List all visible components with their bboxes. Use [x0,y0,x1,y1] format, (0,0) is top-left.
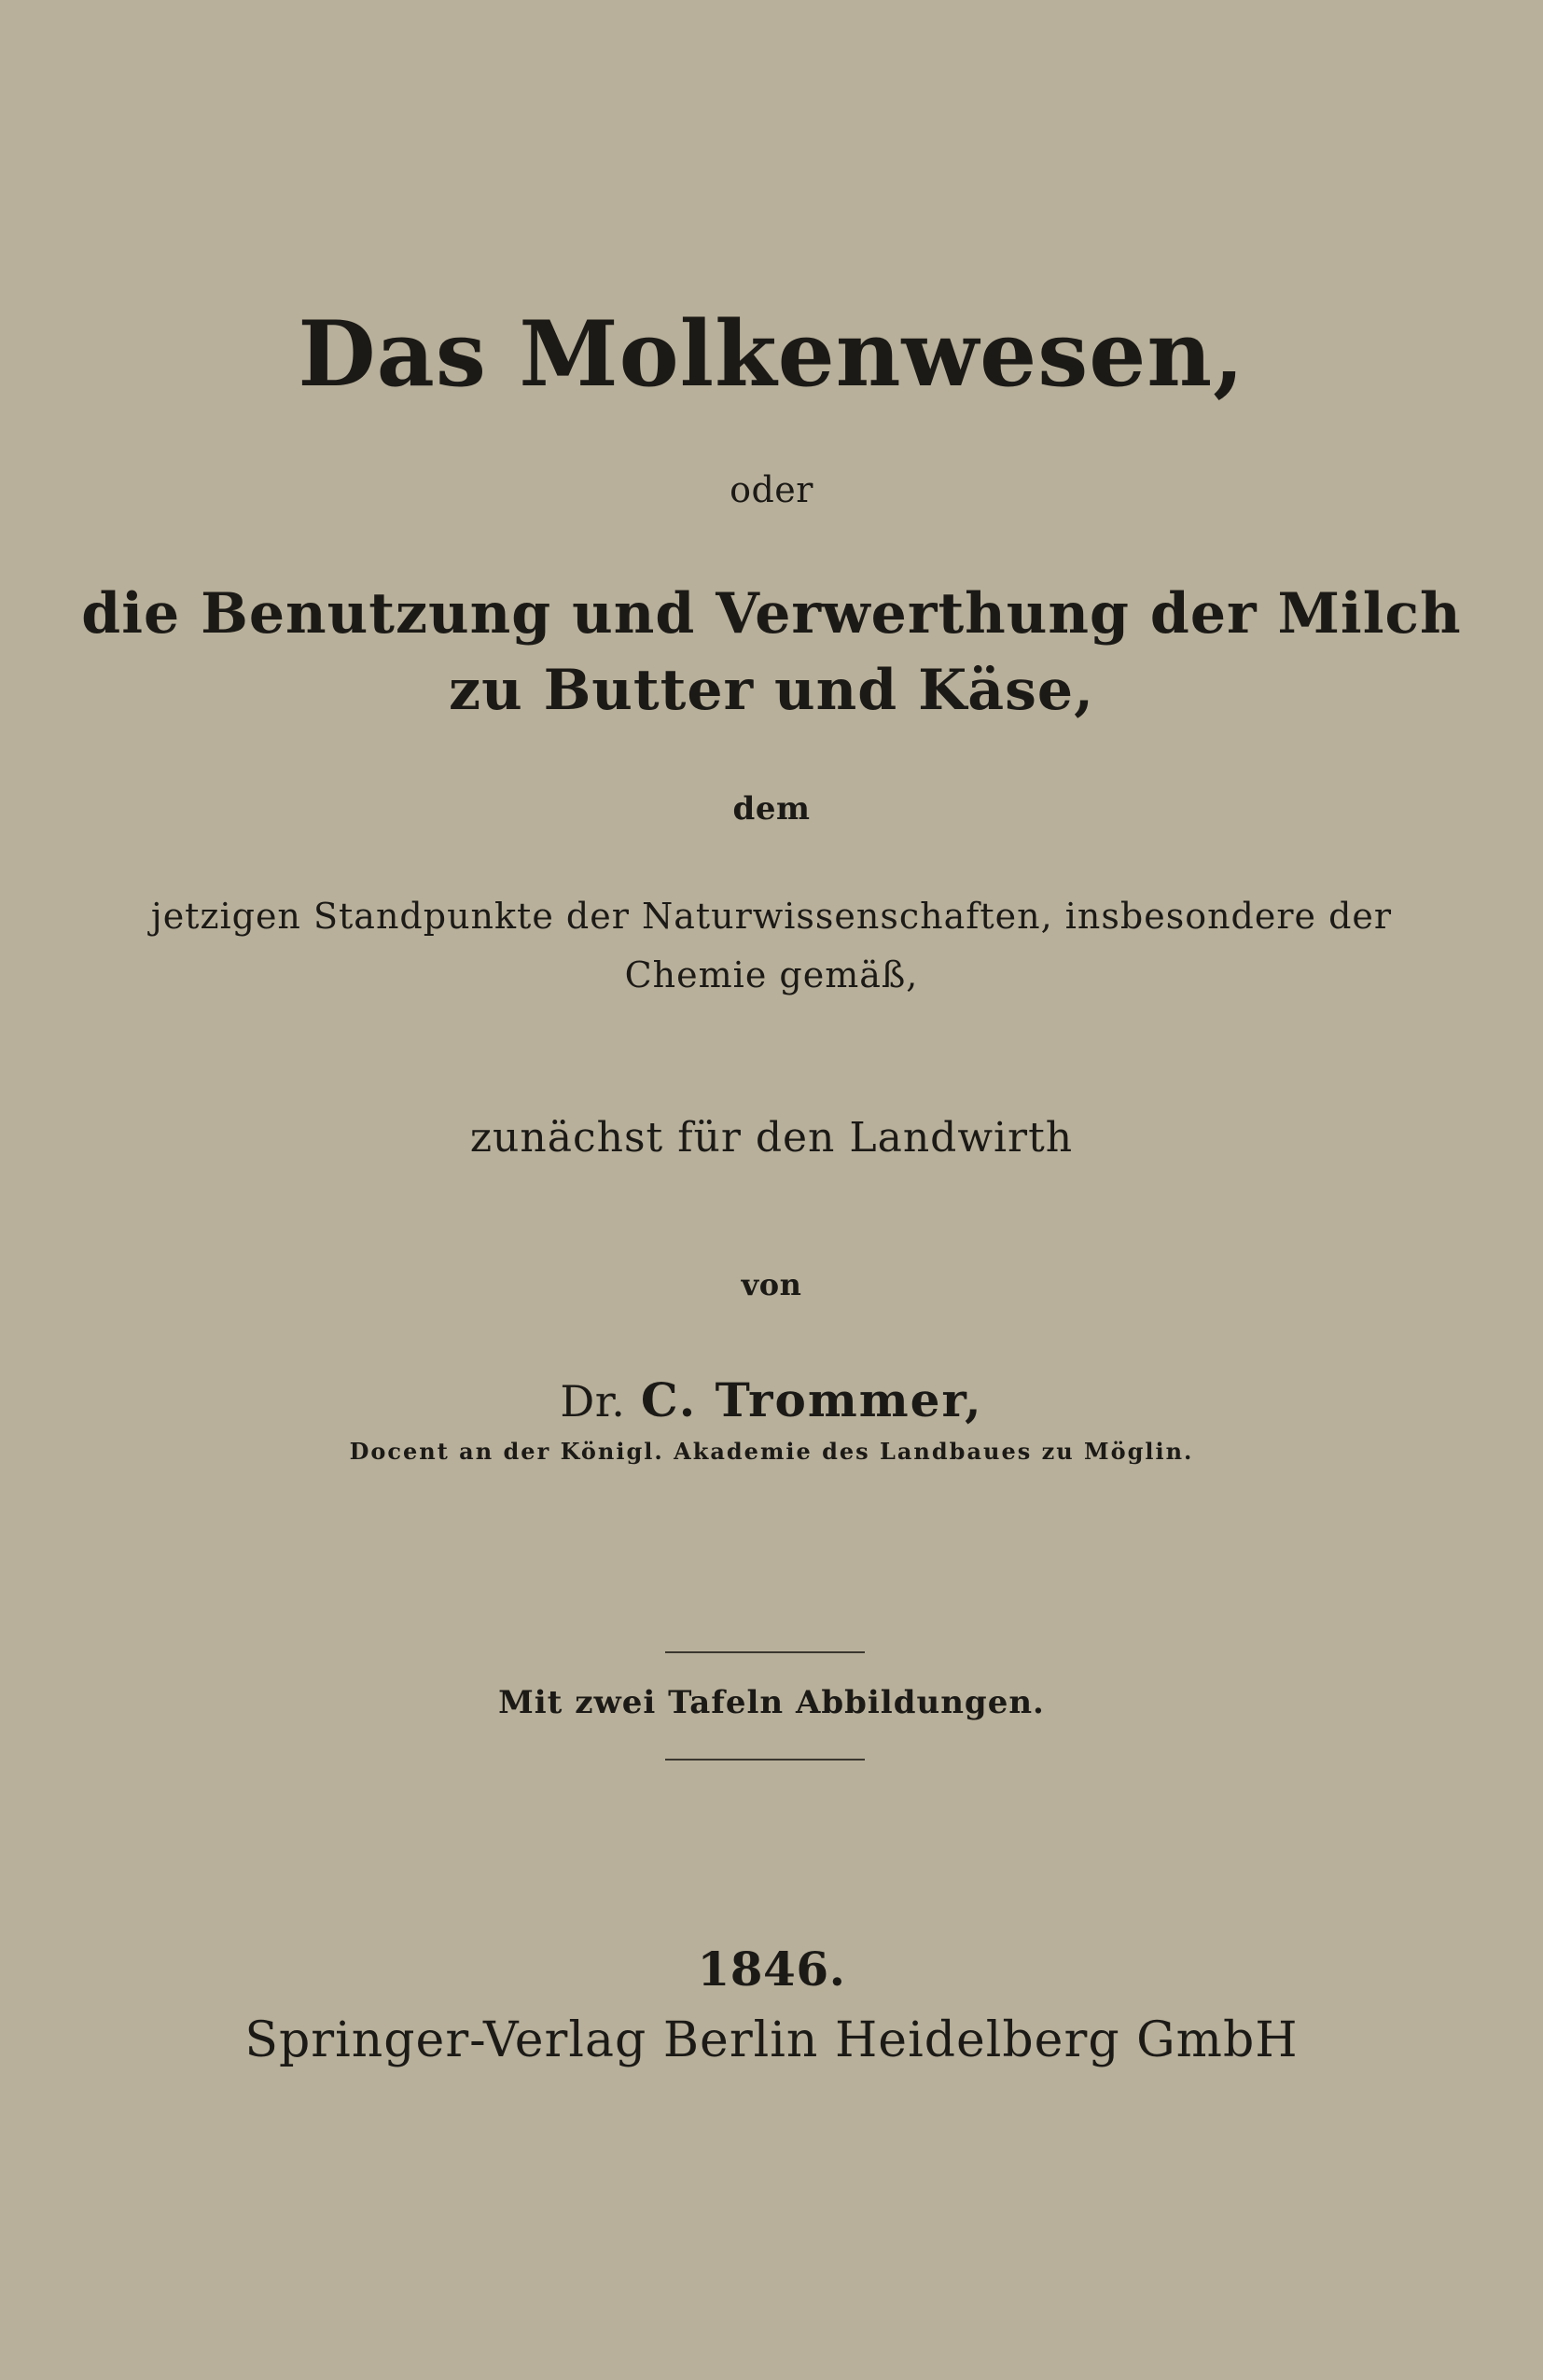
author-affiliation: Docent an der Königl. Akademie des Landbaues zu Möglin. [349,1438,1194,1465]
divider-bottom [665,1759,865,1761]
plates-note: Mit zwei Tafeln Abbildungen. [498,1684,1045,1721]
book-title: Das Molkenwesen, [298,301,1245,407]
connector-dem: dem [732,790,811,828]
description-line-2: Chemie gemäß, [624,954,919,995]
intended-audience: zunächst für den Landwirth [469,1114,1074,1162]
subtitle-line-1: die Benutzung und Verwerthung der Milch [81,581,1462,647]
subtitle-line-2: zu Butter und Käse, [449,658,1094,723]
author-line [0,1371,1543,1430]
publication-year: 1846. [697,1942,846,1997]
connector-oder: oder [730,469,813,510]
author-name: C. Trommer, [640,1372,983,1427]
publisher: Springer-Verlag Berlin Heidelberg GmbH [244,2012,1299,2068]
author-prefix: Dr. [560,1376,626,1427]
connector-von: von [741,1267,802,1302]
description-line-1: jetzigen Standpunkte der Naturwissenschaften, insbesondere der [150,896,1393,937]
divider-top [665,1651,865,1653]
